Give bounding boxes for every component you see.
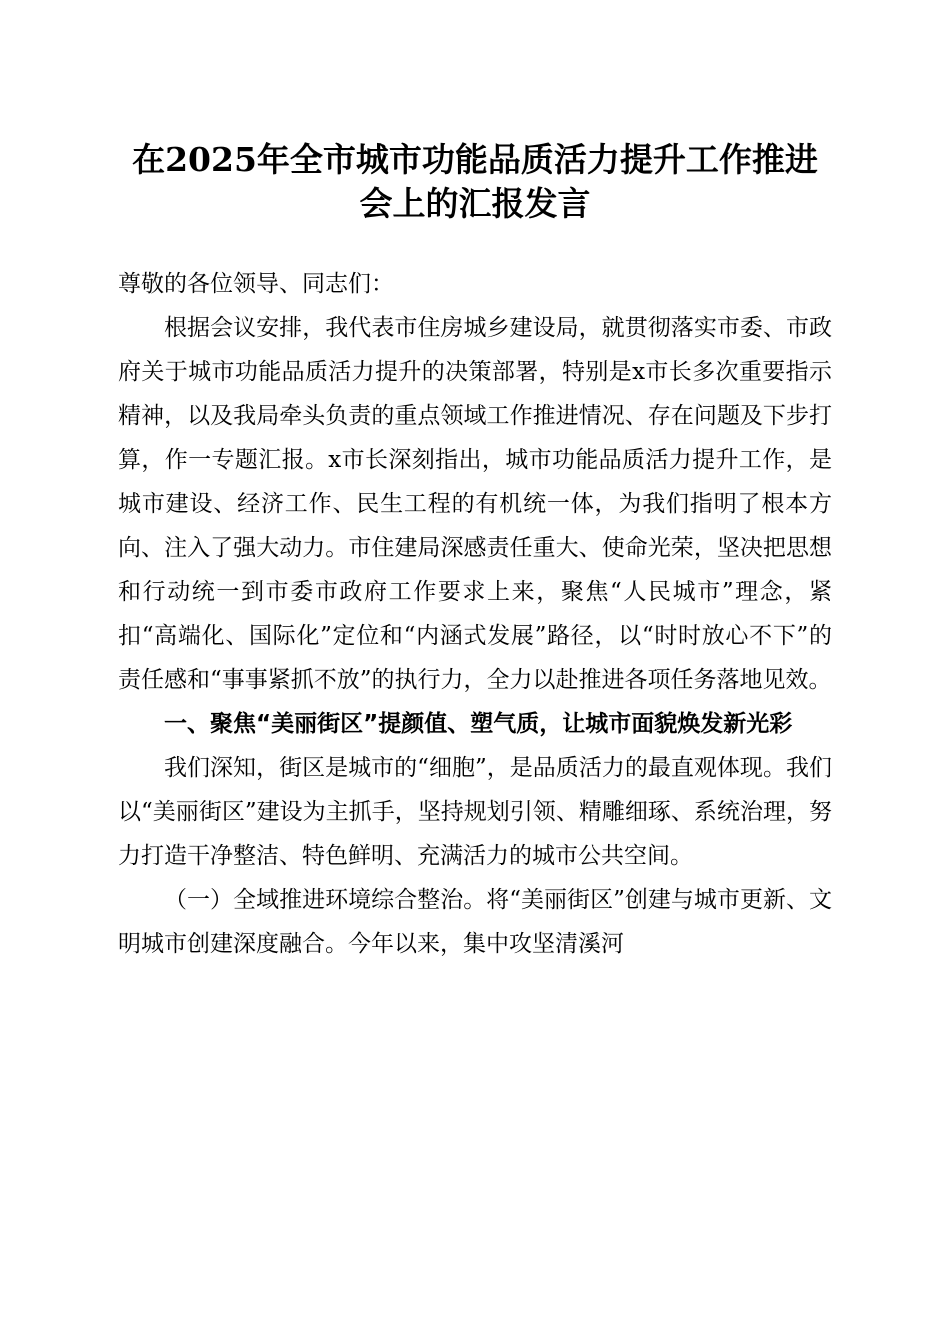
- greeting-line: 尊敬的各位领导、同志们：: [118, 271, 394, 297]
- document-body: [118, 262, 832, 966]
- section-heading-1: 一、聚焦“美丽街区”提颜值、塑气质，让城市面貌焕发新光彩: [164, 711, 793, 737]
- subsection-1-lead: （一）全域推进环境综合整治。: [164, 887, 487, 913]
- document-title: 在2025年全市城市功能品质活力提升工作推进会上的汇报发言: [132, 140, 818, 223]
- subsection-1-paragraph: [118, 878, 832, 966]
- intro-paragraph: 根据会议安排，我代表市住房城乡建设局，就贯彻落实市委、市政府关于城市功能品质活力提升的决策部署，特别是x市长多次重要指示精神，以及我局牵头负责的重点领域工作推进情况、存在问题及下步打算，作一专题汇报。x市长深刻指出，城市功能品质活力提升工作，是城市建设、经济工作、民生工程的有机统一体，为我们指明了根本方向、注入了强大动力。市住建局深感责任重大、使命光荣，坚决把思想和行动统一到市委市政府工作要求上来，聚焦“人民城市”理念，紧扣“高端化、国际化”定位和“内涵式发展”路径，以“时时放心不下”的责任感和“事事紧抓不放”的执行力，全力以赴推进各项任务落地见效。: [118, 315, 832, 693]
- subsection-1-text: 将“美丽街区”创建与城市更新、文明城市创建深度融合。今年以来，集中攻坚清溪河: [118, 887, 832, 957]
- section-1-paragraph: 我们深知，街区是城市的“细胞”，是品质活力的最直观体现。我们以“美丽街区”建设为主抓手，坚持规划引领、精雕细琢、系统治理，努力打造干净整洁、特色鲜明、充满活力的城市公共空间。: [118, 755, 832, 869]
